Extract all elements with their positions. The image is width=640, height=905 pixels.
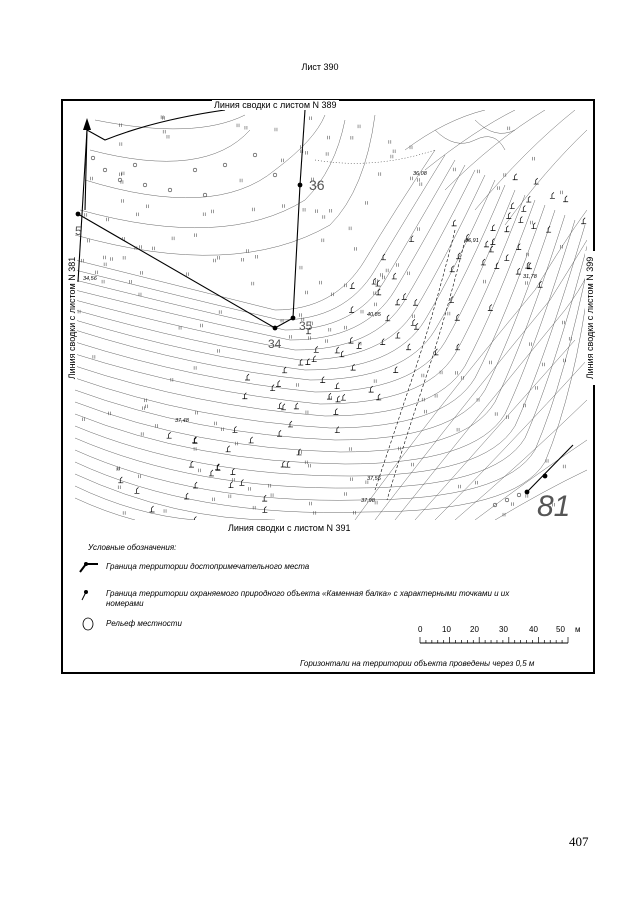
- grass-symbol: [375, 303, 377, 307]
- scale-tick-label: 40: [529, 625, 538, 634]
- shrub-symbol: [504, 255, 509, 261]
- grass-symbol: [282, 159, 284, 163]
- grass-symbol: [448, 312, 450, 316]
- grass-symbol: [201, 324, 203, 328]
- grass-symbol: [249, 487, 251, 491]
- shrub-symbol: [521, 205, 526, 211]
- point-label-34: 34: [268, 337, 282, 351]
- north-arrow-head: [83, 118, 91, 130]
- elevation-label: 40,85: [367, 312, 381, 318]
- shrub-symbol: [167, 432, 172, 438]
- grass-symbol: [526, 494, 528, 498]
- grass-symbol: [483, 280, 485, 284]
- grass-symbol: [161, 115, 163, 119]
- grass-symbol: [536, 386, 538, 390]
- grass-symbol: [203, 212, 205, 216]
- grass-symbol: [323, 215, 325, 219]
- grass-symbol: [300, 266, 302, 270]
- circle-symbol: [118, 178, 122, 182]
- shrub-symbol: [414, 323, 419, 329]
- grass-symbol: [217, 256, 219, 260]
- grass-symbol: [495, 412, 497, 416]
- grass-symbol: [326, 339, 328, 343]
- shrub-symbol: [189, 461, 194, 467]
- boundary-point: [291, 316, 296, 321]
- grass-symbol: [139, 475, 141, 479]
- scale-bar: [410, 625, 580, 655]
- shrub-symbol: [232, 426, 237, 432]
- shrub-symbol: [335, 427, 340, 433]
- scale-tick-label: 50: [556, 625, 565, 634]
- point-label-36: 36: [309, 177, 325, 193]
- landmark-boundary: [78, 110, 305, 328]
- grass-symbol: [256, 255, 258, 258]
- grass-symbol: [455, 371, 457, 375]
- slope-contours: [75, 150, 587, 520]
- grass-symbol: [308, 464, 310, 468]
- circle-symbol: [133, 163, 137, 167]
- scale-tick-label: 10: [442, 625, 451, 634]
- grass-symbol: [349, 227, 351, 231]
- grass-symbol: [316, 209, 318, 213]
- shrub-symbol: [513, 174, 518, 180]
- sheet-number-81: 81: [537, 490, 571, 520]
- grass-symbol: [497, 186, 499, 190]
- grass-symbol: [476, 481, 478, 485]
- grass-symbol: [422, 374, 424, 378]
- boundary-point: [273, 326, 278, 331]
- grass-symbol: [351, 477, 353, 481]
- relief-legend-icon: [78, 617, 100, 631]
- grass-symbol: [563, 321, 565, 325]
- circle-symbol: [193, 168, 197, 172]
- grass-symbol: [459, 485, 461, 489]
- shrub-symbol: [150, 506, 155, 512]
- grass-symbol: [241, 258, 243, 262]
- grass-symbol: [322, 239, 324, 243]
- grass-symbol: [489, 361, 491, 365]
- shrub-symbol: [305, 359, 310, 365]
- shrub-symbol: [526, 196, 531, 202]
- grass-symbol: [310, 502, 312, 506]
- grass-symbol: [366, 201, 368, 205]
- grass-symbol: [389, 140, 391, 144]
- elevation-label: 37,48: [175, 418, 189, 424]
- grass-symbol: [211, 210, 213, 214]
- shrub-symbol: [395, 299, 400, 305]
- grass-symbol: [314, 511, 316, 515]
- circle-symbol: [203, 193, 207, 197]
- elevation-label: 37,98: [361, 498, 375, 504]
- grass-symbol: [93, 355, 95, 359]
- grass-symbol: [82, 418, 84, 422]
- grass-symbol: [420, 182, 422, 186]
- scale-tick-label: 0: [418, 625, 423, 634]
- shrub-symbol: [282, 367, 287, 373]
- grass-symbol: [379, 172, 381, 176]
- grass-symbol: [162, 116, 164, 120]
- grass-symbol: [121, 199, 123, 203]
- grass-symbol: [199, 469, 201, 473]
- circle-symbol: [223, 163, 227, 167]
- shrub-symbol: [563, 196, 568, 202]
- shrub-symbol: [312, 356, 317, 362]
- contour-line: [90, 130, 250, 161]
- grass-symbol: [344, 326, 346, 330]
- contour-line: [85, 115, 325, 198]
- contour-line: [75, 115, 375, 255]
- grass-symbol: [327, 136, 329, 140]
- grass-symbol: [252, 282, 254, 286]
- shrub-symbol: [192, 517, 197, 520]
- grass-symbol: [508, 127, 510, 130]
- grass-symbol: [142, 406, 144, 410]
- shrub-symbol: [484, 241, 489, 247]
- circle-symbol: [103, 168, 107, 172]
- grass-symbol: [104, 256, 106, 259]
- grass-symbol: [299, 313, 301, 317]
- grass-symbol: [141, 432, 143, 436]
- grass-symbol: [303, 208, 305, 212]
- grass-symbol: [141, 271, 143, 275]
- grass-symbol: [219, 310, 221, 314]
- shrub-symbol: [531, 223, 536, 229]
- shrub-symbol: [276, 381, 281, 387]
- grass-symbol: [326, 152, 328, 156]
- shrub-symbol: [581, 218, 586, 224]
- shrub-symbol: [392, 273, 397, 279]
- grass-symbol: [393, 150, 395, 154]
- shrub-symbol: [518, 217, 523, 223]
- edge-label-bottom: Линия сводки с листом N 391: [228, 523, 351, 533]
- grass-symbol: [222, 428, 224, 432]
- grass-symbol: [245, 126, 247, 130]
- grass-symbol: [172, 237, 174, 241]
- shrub-symbol: [534, 178, 539, 184]
- circle-symbol: [505, 498, 509, 502]
- circle-symbol: [253, 153, 257, 157]
- grass-symbol: [171, 378, 173, 382]
- shrub-symbol: [281, 404, 286, 410]
- shrub-symbol: [504, 226, 509, 232]
- elevation-label: 37,55: [367, 476, 381, 482]
- ravine-contours: [355, 110, 587, 520]
- circle-symbol: [143, 183, 147, 187]
- shrub-symbol: [372, 278, 377, 284]
- grass-symbol: [163, 130, 165, 134]
- grass-symbol: [300, 450, 302, 454]
- grass-symbol: [152, 247, 154, 251]
- grass-symbol: [531, 221, 533, 225]
- elevation-label: 31,78: [523, 274, 537, 280]
- grass-symbol: [407, 272, 409, 276]
- grass-symbol: [353, 511, 355, 515]
- grass-symbol: [229, 495, 231, 499]
- shrub-symbol: [335, 347, 340, 353]
- grass-symbol: [78, 310, 80, 314]
- page-number: 407: [569, 834, 589, 849]
- shrub-symbol: [285, 461, 290, 467]
- grass-symbol: [213, 498, 215, 502]
- grass-symbol: [375, 501, 377, 505]
- shrub-symbol: [242, 393, 247, 399]
- grass-symbol: [453, 168, 455, 172]
- grass-symbol: [530, 342, 532, 346]
- boundary-point: [298, 183, 303, 188]
- dotted-path: [315, 150, 435, 163]
- circle-symbol: [168, 188, 172, 192]
- grass-symbol: [104, 263, 106, 267]
- shrub-symbol: [277, 430, 282, 436]
- boundary-point: [543, 474, 548, 479]
- scale-tick-label: 20: [470, 625, 479, 634]
- scale-ruler: [410, 636, 575, 650]
- grass-symbol: [386, 269, 388, 273]
- shrub-symbol: [294, 403, 299, 409]
- edge-label-top: Линия сводки с листом N 389: [214, 100, 337, 110]
- point-label-5: 5: [75, 224, 82, 238]
- grass-symbol: [119, 123, 121, 127]
- shrub-symbol: [350, 283, 355, 289]
- grass-symbol: [271, 493, 273, 497]
- grass-symbol: [306, 291, 308, 295]
- grass-symbol: [411, 463, 413, 467]
- shrub-symbol: [277, 402, 282, 408]
- grass-symbol: [329, 328, 331, 332]
- grass-symbol: [290, 335, 292, 339]
- grass-symbol: [110, 257, 112, 261]
- grass-symbol: [120, 142, 122, 146]
- shrub-symbol: [262, 495, 267, 501]
- grass-symbol: [305, 151, 307, 155]
- grass-symbol: [533, 157, 535, 161]
- grass-symbol: [457, 428, 459, 432]
- contour-line: [80, 120, 345, 228]
- grass-symbol: [511, 502, 513, 506]
- topographic-map[interactable]: [75, 110, 587, 520]
- shrub-symbol: [375, 280, 380, 286]
- sheet-title: Лист 390: [301, 62, 339, 72]
- grass-symbol: [118, 485, 120, 489]
- grass-symbol: [477, 170, 479, 174]
- grass-symbol: [374, 379, 376, 383]
- boundary-point: [525, 490, 530, 495]
- grass-symbol: [351, 136, 353, 140]
- grass-symbol: [96, 271, 98, 275]
- shrub-symbol: [209, 470, 214, 476]
- grass-symbol: [102, 280, 104, 284]
- grass-symbol: [156, 424, 158, 428]
- shrub-symbol: [134, 487, 139, 493]
- shrub-symbol: [270, 385, 275, 391]
- shrub-symbol: [335, 383, 340, 389]
- grass-symbol: [90, 177, 92, 181]
- grass-symbol: [396, 263, 398, 267]
- shrub-symbol: [393, 367, 398, 373]
- boundary-point: [76, 212, 81, 217]
- grass-symbol: [358, 125, 360, 129]
- grass-symbol: [117, 467, 119, 471]
- grass-symbol: [330, 209, 332, 213]
- edge-label-right: Линия сводки с листом N 399: [585, 251, 595, 385]
- shrub-symbol: [228, 482, 233, 488]
- grass-symbol: [237, 124, 239, 128]
- grass-symbol: [194, 366, 196, 370]
- grass-symbol: [136, 213, 138, 217]
- grass-symbol: [123, 511, 125, 514]
- grass-symbol: [194, 233, 196, 237]
- grass-symbol: [252, 208, 254, 212]
- grass-symbol: [525, 281, 527, 285]
- shrub-symbol: [385, 315, 390, 321]
- grass-symbol: [306, 411, 308, 415]
- contour-line: [95, 115, 245, 129]
- edge-label-left: Линия сводки с листом N 381: [67, 251, 77, 385]
- grass-symbol: [417, 227, 419, 231]
- grass-symbol: [391, 155, 393, 159]
- grass-symbol: [218, 349, 220, 353]
- scale-tick-label: 30: [499, 625, 508, 634]
- contour-interval-note: Горизонтали на территории объекта проведены через 0,5 м: [300, 659, 535, 668]
- grass-symbol: [215, 422, 217, 426]
- shrub-symbol: [525, 262, 530, 268]
- grass-symbol: [412, 315, 414, 319]
- grass-symbol: [435, 394, 437, 398]
- shrub-symbol: [336, 396, 341, 402]
- shrub-symbol: [281, 461, 286, 467]
- elevation-label: 36,08: [413, 171, 427, 177]
- circle-symbol: [91, 156, 95, 160]
- shrub-symbol: [409, 236, 414, 242]
- grass-symbol: [146, 405, 148, 409]
- shrub-symbol: [288, 421, 293, 427]
- grass-symbol: [107, 218, 109, 222]
- grass-symbol: [275, 128, 277, 132]
- protected-object-boundary-legend-icon: [78, 587, 100, 601]
- grass-symbol: [543, 363, 545, 366]
- grass-symbol: [282, 204, 284, 208]
- legend-item-relief: Рельеф местности: [106, 619, 182, 628]
- shrub-symbol: [550, 192, 555, 198]
- legend-item-protected-boundary: Граница территории охраняемого природного объекта «Каменная балка» с характерными точками и их номерами: [106, 589, 510, 608]
- circle-symbol: [273, 173, 277, 177]
- grass-symbol: [240, 179, 242, 183]
- shrub-symbol: [395, 332, 400, 338]
- grass-symbol: [129, 280, 131, 284]
- grass-symbol: [123, 256, 125, 260]
- grass-symbol: [122, 172, 124, 176]
- shrub-symbol: [226, 446, 231, 452]
- shrub-symbol: [230, 468, 235, 474]
- shrub-symbol: [341, 394, 346, 400]
- ravine-channel: [375, 230, 455, 490]
- shrub-symbol: [452, 220, 457, 226]
- landmark-boundary-legend-icon: [78, 560, 100, 574]
- grass-symbol: [563, 465, 565, 469]
- shrub-symbol: [411, 319, 416, 325]
- grass-symbol: [354, 247, 356, 251]
- shrub-symbol: [491, 225, 496, 231]
- shrub-symbols: [118, 174, 586, 520]
- grass-symbol: [561, 191, 563, 195]
- shrub-symbol: [481, 259, 486, 265]
- legend-item-landmark-boundary: Граница территории достопримечательного места: [106, 562, 310, 571]
- grass-symbol: [164, 509, 166, 513]
- grass-symbol: [349, 447, 351, 451]
- grass-symbol: [345, 492, 347, 496]
- shrub-symbol: [333, 408, 338, 414]
- grass-symbol: [422, 398, 424, 402]
- shrub-symbol: [510, 203, 515, 209]
- grass-symbol: [147, 205, 149, 209]
- shrub-symbol: [349, 306, 354, 312]
- grass-symbol: [119, 173, 121, 177]
- grass-symbol: [187, 272, 189, 276]
- ravine-channel: [387, 240, 465, 500]
- grass-symbol: [196, 411, 198, 415]
- grass-symbol: [296, 383, 298, 387]
- elevation-label: 36,91: [465, 238, 479, 244]
- grass-symbol: [213, 259, 215, 263]
- elevation-label: 34,56: [83, 276, 97, 282]
- grass-symbol: [281, 319, 283, 323]
- grass-symbol: [88, 239, 90, 243]
- shrub-symbol: [413, 299, 418, 305]
- shrub-symbol: [406, 344, 411, 350]
- legend-title: Условные обозначения:: [88, 543, 177, 552]
- grass-symbol: [310, 116, 312, 120]
- grass-symbol: [424, 410, 426, 414]
- grass-symbol: [305, 461, 307, 465]
- shrub-symbol: [249, 437, 254, 443]
- grass-symbol: [319, 281, 321, 285]
- point-label-35: 35: [299, 319, 313, 333]
- shrub-symbol: [245, 374, 250, 380]
- grass-symbol: [167, 135, 169, 139]
- scale-unit: м: [575, 625, 581, 634]
- grass-symbol: [140, 245, 142, 249]
- grass-symbol: [85, 213, 87, 217]
- circle-symbol: [517, 493, 521, 497]
- grass-symbol: [546, 459, 548, 463]
- grass-symbol: [411, 177, 413, 181]
- grass-symbol: [361, 310, 363, 314]
- grass-symbol: [269, 484, 271, 488]
- grass-symbol: [417, 178, 419, 182]
